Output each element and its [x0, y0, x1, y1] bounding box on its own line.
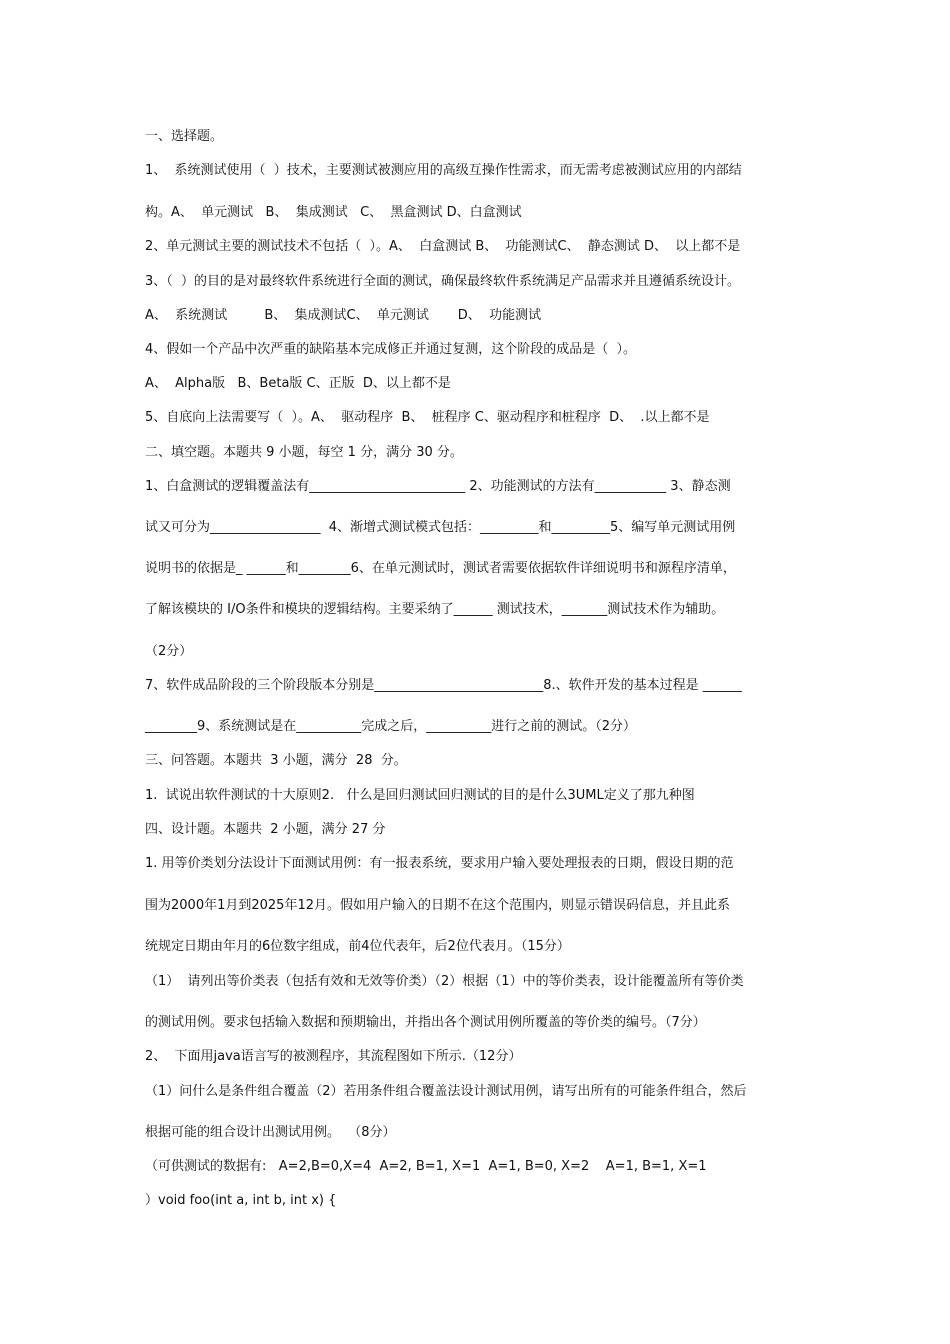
question-line: 4、假如一个产品中次严重的缺陷基本完成修正并通过复测，这个阶段的成品是（ ）。	[145, 342, 637, 357]
question-line: A、 Alpha版 B、Beta版 C、正版 D、以上都不是	[145, 376, 451, 391]
question-line: （2分）	[145, 644, 193, 659]
question-line: 根据可能的组合设计出测试用例。 （8分）	[145, 1125, 396, 1140]
question-line: 1、 系统测试使用（ ）技术，主要测试被测应用的高级互操作性需求，而无需考虑被测试应用的内部结	[145, 163, 742, 178]
section-heading: 二、填空题。本题共 9 小题，每空 1 分，满分 30 分。	[145, 445, 463, 460]
question-line: A、 系统测试 B、 集成测试C、 单元测试 D、 功能测试	[145, 308, 542, 323]
question-line: 统规定日期由年月的6位数字组成，前4位代表年，后2位代表月。（15分）	[145, 939, 570, 954]
question-line: 围为2000年1月到2025年12月。假如用户输入的日期不在这个范围内，则显示错误码信息，并且此系	[145, 898, 730, 913]
question-line: 试又可分为_________________ 4、渐增式测试模式包括：_________和_________5、编写单元测试用例	[145, 520, 736, 535]
question-line: （可供测试的数据有: A=2,B=0,X=4 A=2, B=1, X=1 A=1, B=0, X=2 A=1, B=1, X=1	[145, 1159, 707, 1174]
question-line: 1、白盒测试的逻辑覆盖法有________________________ 2、功能测试的方法有___________ 3、静态测	[145, 479, 731, 494]
question-line: 构。A、 单元测试 B、 集成测试 C、 黑盒测试 D、白盒测试	[145, 205, 522, 220]
section-heading: 一、选择题。	[145, 129, 224, 144]
question-line: 1. 用等价类划分法设计下面测试用例：有一报表系统，要求用户输入要处理报表的日期，假设日期的范	[145, 856, 734, 871]
section-heading: 四、设计题。本题共 2 小题，满分 27 分	[145, 822, 386, 837]
section-heading: 三、问答题。本题共 3 小题，满分 28 分。	[145, 753, 407, 768]
question-line: 1. 试说出软件测试的十大原则2. 什么是回归测试回归测试的目的是什么3UML定义了那九种图	[145, 788, 695, 803]
question-line: 2、 下面用java语言写的被测程序，其流程图如下所示.（12分）	[145, 1049, 522, 1064]
question-line: 3、（ ）的目的是对最终软件系统进行全面的测试，确保最终软件系统满足产品需求并且遵循系统设计。	[145, 274, 741, 289]
question-line: 2、单元测试主要的测试技术不包括（ ）。A、 白盒测试 B、 功能测试C、 静态测试 D、 以上都不是	[145, 239, 741, 254]
code-line: ）void foo(int a, int b, int x) {	[145, 1193, 337, 1208]
question-line: ________9、系统测试是在__________完成之后，__________进行之前的测试。（2分）	[145, 719, 637, 734]
question-line: 说明书的依据是_ ______和________6、在单元测试时，测试者需要依据软件详细说明书和源程序清单，	[145, 561, 736, 576]
question-line: （1）问什么是条件组合覆盖（2）若用条件组合覆盖法设计测试用例，请写出所有的可能条件组合，然后	[145, 1084, 747, 1099]
question-line: 7、软件成品阶段的三个阶段版本分别是__________________________8.、软件开发的基本过程是 ______	[145, 678, 742, 693]
question-line: （1） 请列出等价类表（包括有效和无效等价类）（2）根据（1）中的等价类表，设计能覆盖所有等价类	[145, 974, 744, 989]
question-line: 5、自底向上法需要写（ ）。A、 驱动程序 B、 桩程序 C、驱动程序和桩程序 D、 .以上都不是	[145, 410, 710, 425]
question-line: 了解该模块的 I/O条件和模块的逻辑结构。主要采纳了______ 测试技术，_______测试技术作为辅助。	[145, 602, 725, 617]
question-line: 的测试用例。要求包括输入数据和预期输出，并指出各个测试用例所覆盖的等价类的编号。（7分）	[145, 1015, 706, 1030]
